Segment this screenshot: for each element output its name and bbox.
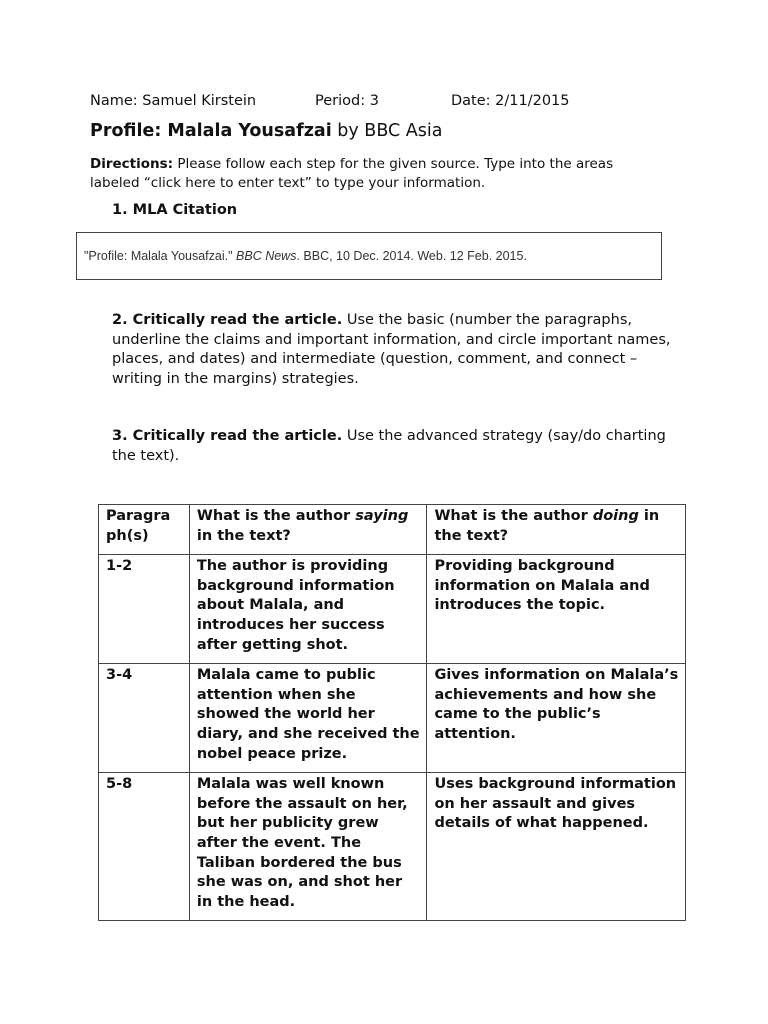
student-name: Name: Samuel Kirstein [90,93,257,109]
step-2-paragraph [112,311,672,389]
cell-paragraphs[interactable]: 1-2 [99,555,190,664]
table-row [99,773,686,921]
table-row [99,555,686,664]
step-2-text: Use the basic (number the paragraphs, underline the claims and important information, and circle important names, places, and dates) and intermediate (question, comment, and connect – writing in the margins) strategies. [112,312,671,387]
cell-doing[interactable]: Gives information on Malala’s achievements and how she came to the public’s attention. [427,664,686,773]
citation-text-box[interactable] [76,232,662,280]
header-doing [427,505,686,555]
table-row [99,664,686,773]
citation-title: "Profile: Malala Yousafzai." [84,249,237,263]
mla-citation-heading: 1. MLA Citation [112,202,238,218]
cell-paragraphs[interactable]: 5-8 [99,773,190,921]
step-3-heading: 3. Critically read the article. [112,428,343,444]
header-doing-post: in the text? [434,508,660,544]
citation-publication: BBC News [236,249,297,263]
title-bold: Profile: Malala Yousafzai [90,121,332,141]
table-header-row [99,505,686,555]
step-3-text: Use the advanced strategy (say/do charting the text). [112,428,666,464]
assignment-date: Date: 2/11/2015 [451,93,570,109]
citation-details: . BBC, 10 Dec. 2014. Web. 12 Feb. 2015. [296,249,527,263]
cell-saying[interactable]: Malala was well known before the assault on her, but her publicity grew after the event. The Taliban bordered the bus she was on, and shot her in the head. [189,773,427,921]
cell-doing[interactable]: Uses background information on her assault and gives details of what happened. [427,773,686,921]
cell-doing[interactable]: Providing background information on Malala and introduces the topic. [427,555,686,664]
cell-saying[interactable]: Malala came to public attention when she showed the world her diary, and she received the nobel peace prize. [189,664,427,773]
cell-saying[interactable]: The author is providing background information about Malala, and introduces her success after getting shot. [189,555,427,664]
header-doing-em: doing [592,508,639,524]
step-3-paragraph [112,427,672,466]
title-source: by BBC Asia [331,121,443,141]
header-saying-pre: What is the author [196,508,356,524]
header-doing-pre: What is the author [434,508,593,524]
document-title [90,121,442,141]
say-do-chart [98,504,686,921]
directions [90,155,650,193]
header-saying-post: in the text? [196,527,291,544]
directions-label: Directions: [90,156,174,172]
header-saying [189,505,427,555]
cell-paragraphs[interactable]: 3-4 [99,664,190,773]
step-2-heading: 2. Critically read the article. [112,312,343,328]
header-paragraphs: Paragra ph(s) [99,505,190,555]
citation-text [84,249,527,263]
class-period: Period: 3 [315,93,379,109]
header-saying-em: saying [355,508,409,524]
directions-text: Please follow each step for the given source. Type into the areas labeled “click here to enter text” to type your information. [90,156,614,191]
